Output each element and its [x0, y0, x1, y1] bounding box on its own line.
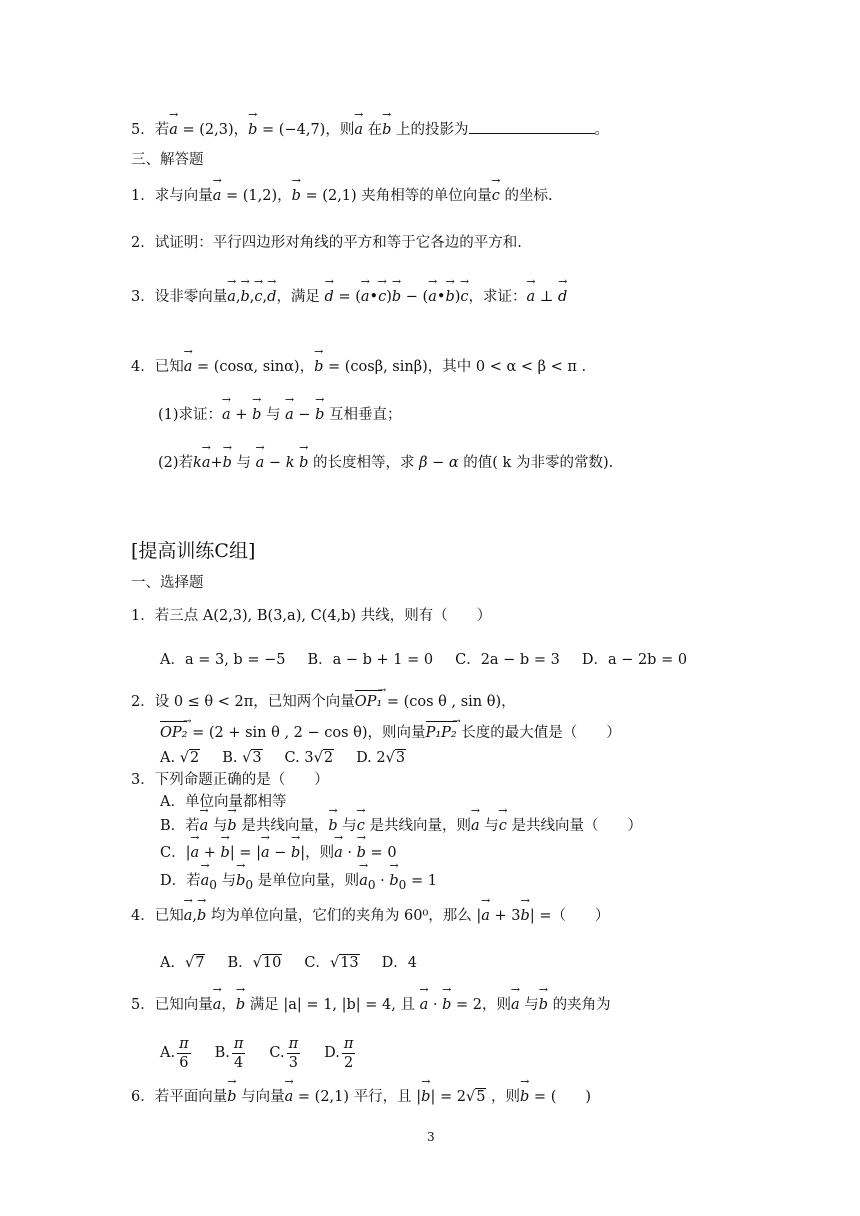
answer-question-1: 1．求与向量→ a = (1,2)，→ b = (2,1) 夹角相等的单位向量→ c 的坐标.	[131, 186, 553, 206]
section-heading-choice: 一、选择题	[131, 575, 204, 591]
c-question-2: 2．设 0 ≤ θ < 2π，已知两个向量OP₁ → = (cos θ , sin θ)，	[131, 690, 516, 712]
c-question-3: 3．下列命题正确的是（ ）	[131, 772, 329, 788]
c-question-1-options: A．a = 3, b = −5 B．a − b + 1 = 0 C．2a − b = 3 D．a − 2b = 0	[160, 652, 688, 668]
answer-question-2: 2．试证明：平行四边形对角线的平方和等于它各边的平方和.	[131, 235, 522, 251]
c-question-1: 1．若三点 A(2,3), B(3,a), C(4,b) 共线，则有（ ）	[131, 608, 492, 624]
answer-blank	[469, 119, 595, 134]
c-question-3-option-c: C．|→ a + → b| = |→ a − → b|，则→ a · → b = 0	[160, 843, 397, 863]
c-question-3-option-d: D．若→ $a_0$ 与→ $b_0$ 是单位向量，则→ $a_0$ · → $b_0 = 1$	[160, 871, 437, 895]
answer-question-3: 3．设非零向量→ a,→ b,→ c,→ d，满足 → d = (→ a•→ c)→ b − (→ a•→ b)→ c，求证：→ a ⊥ → d	[131, 287, 567, 307]
section-heading-answer: 三、解答题	[131, 152, 204, 168]
c-question-4: 4．已知→ a,→ b 均为单位向量，它们的夹角为 60⁰，那么 |→ a + 3→ b| =（ ）	[131, 906, 609, 926]
c-question-6: 6．若平面向量→ b 与向量→ a = (2,1) 平行，且 |→ b| = 2√5 ，则→ b = ( )	[131, 1087, 591, 1107]
c-question-3-option-a: A．单位向量都相等	[160, 794, 287, 810]
section-title: [提高训练C组]	[131, 540, 256, 562]
c-question-2-options: A. √2 B. √3 C. 3√2 D. 2√3	[160, 750, 406, 766]
answer-question-4-part-2: (2)若k→ a+→ b 与 → a − k → b 的长度相等，求 β − α 的值( k 为非零的常数).	[158, 453, 613, 473]
answer-question-4: 4．已知→ a = (cosα, sinα)，→ b = (cosβ, sinβ)，其中 0 < α < β < π .	[131, 357, 586, 377]
c-question-5-options: A. $\frac{\pi}{6}$ B. $\frac{\pi}{4}$ C. $\frac{\pi}{3}$ D. $\frac{\pi}{2}$	[160, 1035, 354, 1071]
c-question-5: 5．已知向量→ a，→ b 满足 |a| = 1, |b| = 4, 且 → a · → b = 2，则→ a 与→ b 的夹角为	[131, 995, 611, 1015]
answer-question-4-part-1: (1)求证：→ a + → b 与 → a − → b 互相垂直；	[158, 405, 402, 425]
c-question-3-option-b: B．若→ a 与→ b 是共线向量，→ b 与→ c 是共线向量，则→ a 与→ c 是共线向量（ ）	[160, 816, 642, 836]
c-question-4-options: A．√7 B．√10 C．√13 D．4	[160, 955, 417, 971]
page-number: 3	[427, 1130, 435, 1144]
question-5: 5．若→ a = (2,3)，→ b = (−4,7)，则→ a 在→ b 上的投影为 。	[131, 119, 609, 140]
c-question-2-line-2: OP₂ → = (2 + sin θ , 2 − cos θ)，则向量P₁P₂ → 长度的最大值是（ ）	[160, 721, 621, 743]
